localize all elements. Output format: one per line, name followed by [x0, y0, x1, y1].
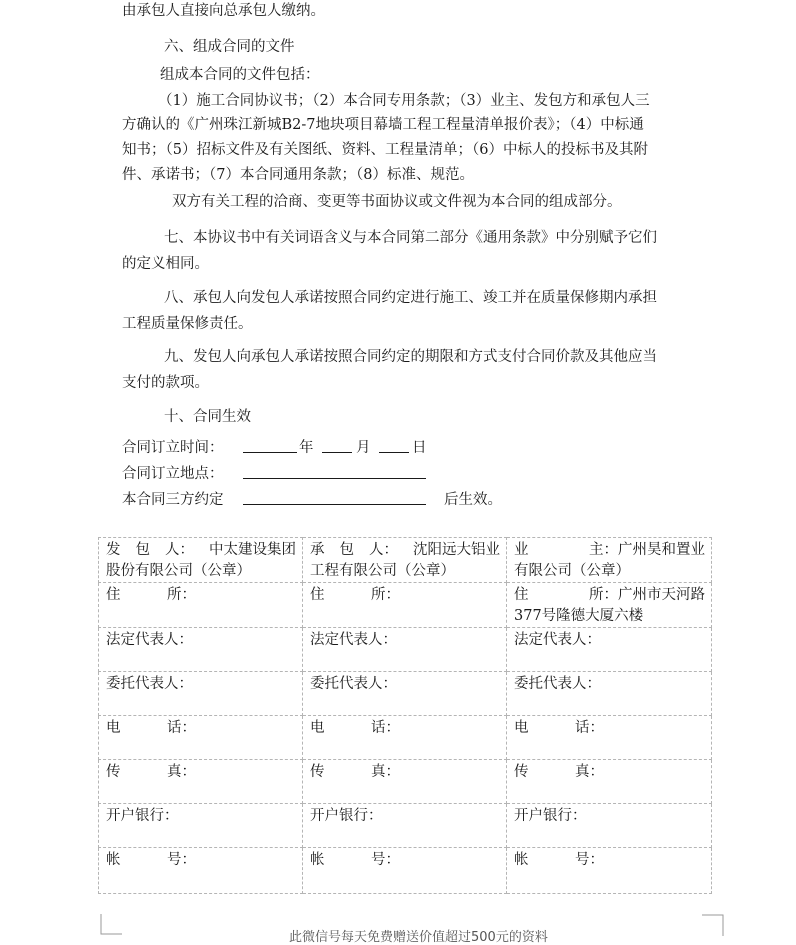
table-cell: [99, 628, 303, 672]
footer-watermark-text: 此微信号每天免费赠送价值超过500元的资料: [289, 930, 548, 945]
table-cell: [99, 538, 303, 583]
day-blank[interactable]: [379, 452, 409, 453]
month-label: 月: [356, 440, 371, 456]
table-cell: [303, 538, 507, 583]
role-label-char: 主：: [589, 542, 618, 558]
effective-text: 后生效。: [444, 492, 502, 508]
paragraph-line: 方确认的《广州珠江新城B2-7地块项目幕墙工程工程量清单报价表》；（4）中标通: [122, 117, 644, 133]
field-label-char: 帐: [514, 852, 529, 868]
field-label-char: 传: [310, 764, 325, 780]
table-cell: [507, 760, 712, 804]
table-row: [99, 538, 712, 583]
field-label-char: 电: [106, 720, 121, 736]
role-label-char: 人：: [369, 542, 398, 558]
table-cell: [99, 583, 303, 628]
paragraph-line: 工程质量保修责任。: [122, 316, 253, 332]
bank-label: 开户银行：: [514, 808, 587, 824]
role-label-char: 人：: [165, 542, 194, 558]
table-cell: [303, 760, 507, 804]
year-blank[interactable]: [243, 452, 297, 453]
field-label-char: 传: [106, 764, 121, 780]
field-label-char: 电: [514, 720, 529, 736]
field-label-char: 电: [310, 720, 325, 736]
table-cell: [507, 672, 712, 716]
field-label-char: 住: [310, 587, 325, 603]
place-blank[interactable]: [243, 478, 426, 479]
paragraph-line: 七、本协议书中有关词语含义与本合同第二部分《通用条款》中分别赋予它们: [164, 230, 657, 246]
role-label-char: 包: [135, 542, 150, 558]
table-cell: [507, 538, 712, 583]
table-cell: [303, 628, 507, 672]
table-cell: [303, 716, 507, 760]
table-cell: [303, 672, 507, 716]
signing-time-label: 合同订立时间：: [122, 440, 224, 456]
party-name-cont: 有限公司（公章）: [514, 563, 630, 579]
field-label-char: 所：: [589, 587, 618, 603]
table-row: [99, 848, 712, 894]
field-label-char: 号：: [167, 852, 196, 868]
table-row: [99, 760, 712, 804]
table-cell: [507, 848, 712, 894]
field-label-char: 所：: [371, 587, 400, 603]
table-cell: [99, 716, 303, 760]
table-cell: [99, 848, 303, 894]
agreement-label: 本合同三方约定: [122, 492, 224, 508]
field-label-char: 真：: [167, 764, 196, 780]
field-label-char: 话：: [371, 720, 400, 736]
paragraph-line: 知书；（5）招标文件及有关图纸、资料、工程量清单；（6）中标人的投标书及其附: [122, 142, 648, 158]
field-label-char: 传: [514, 764, 529, 780]
agreement-blank[interactable]: [243, 504, 426, 505]
month-blank[interactable]: [322, 452, 352, 453]
field-label-char: 话：: [167, 720, 196, 736]
role-label-char: 发: [106, 542, 121, 558]
party-name-cont: 股份有限公司（公章）: [106, 563, 251, 579]
table-cell: [99, 760, 303, 804]
signature-table: [98, 537, 712, 894]
party-name-cont: 工程有限公司（公章）: [310, 563, 455, 579]
table-row: [99, 716, 712, 760]
table-cell: [303, 848, 507, 894]
page-corner-mark-left: [100, 914, 122, 936]
table-cell: [507, 804, 712, 848]
party-name: 沈阳远大铝业: [413, 542, 500, 558]
party-name: 广州昊和置业: [618, 542, 705, 558]
paragraph-line: 双方有关工程的洽商、变更等书面协议或文件视为本合同的组成部分。: [172, 194, 622, 210]
paragraph-line: 件、承诺书；（7）本合同通用条款；（8）标准、规范。: [122, 167, 474, 183]
field-label-char: 帐: [106, 852, 121, 868]
bank-label: 开户银行：: [310, 808, 383, 824]
section-heading: 十、合同生效: [164, 409, 251, 425]
table-cell: [303, 804, 507, 848]
field-label-char: 号：: [371, 852, 400, 868]
legal-rep-label: 法定代表人：: [106, 632, 193, 648]
address-value: 广州市天河路: [618, 587, 705, 603]
table-cell: [507, 628, 712, 672]
agent-rep-label: 委托代表人：: [514, 676, 601, 692]
legal-rep-label: 法定代表人：: [310, 632, 397, 648]
table-cell: [303, 583, 507, 628]
legal-rep-label: 法定代表人：: [514, 632, 601, 648]
agent-rep-label: 委托代表人：: [310, 676, 397, 692]
table-row: [99, 672, 712, 716]
address-value-cont: 377号隆德大厦六楼: [514, 608, 644, 624]
table-row: [99, 583, 712, 628]
paragraph-line: 八、承包人向发包人承诺按照合同约定进行施工、竣工并在质量保修期内承担: [164, 290, 657, 306]
field-label-char: 住: [106, 587, 121, 603]
table-row: [99, 804, 712, 848]
bank-label: 开户银行：: [106, 808, 179, 824]
party-name: 中太建设集团: [209, 542, 296, 558]
paragraph-line: 九、发包人向承包人承诺按照合同约定的期限和方式支付合同价款及其他应当: [164, 349, 657, 365]
field-label-char: 号：: [575, 852, 604, 868]
paragraph-line: 组成本合同的文件包括：: [160, 67, 320, 83]
field-label-char: 真：: [575, 764, 604, 780]
paragraph-line: 的定义相同。: [122, 256, 209, 272]
field-label-char: 住: [514, 587, 529, 603]
field-label-char: 所：: [167, 587, 196, 603]
table-cell: [99, 672, 303, 716]
table-cell: [99, 804, 303, 848]
table-cell: [507, 583, 712, 628]
role-label-char: 业: [514, 542, 529, 558]
field-label-char: 话：: [575, 720, 604, 736]
signing-place-label: 合同订立地点：: [122, 466, 224, 482]
paragraph-line: 由承包人直接向总承包人缴纳。: [122, 3, 325, 19]
role-label-char: 承: [310, 542, 325, 558]
day-label: 日: [412, 440, 427, 456]
paragraph-line: （1）施工合同协议书；（2）本合同专用条款；（3）业主、发包方和承包人三: [158, 93, 650, 109]
section-heading: 六、组成合同的文件: [164, 39, 295, 55]
agent-rep-label: 委托代表人：: [106, 676, 193, 692]
field-label-char: 帐: [310, 852, 325, 868]
page-corner-mark-right: [702, 914, 724, 936]
field-label-char: 真：: [371, 764, 400, 780]
role-label-char: 包: [339, 542, 354, 558]
table-row: [99, 628, 712, 672]
year-label: 年: [299, 440, 314, 456]
paragraph-line: 支付的款项。: [122, 375, 209, 391]
table-cell: [507, 716, 712, 760]
